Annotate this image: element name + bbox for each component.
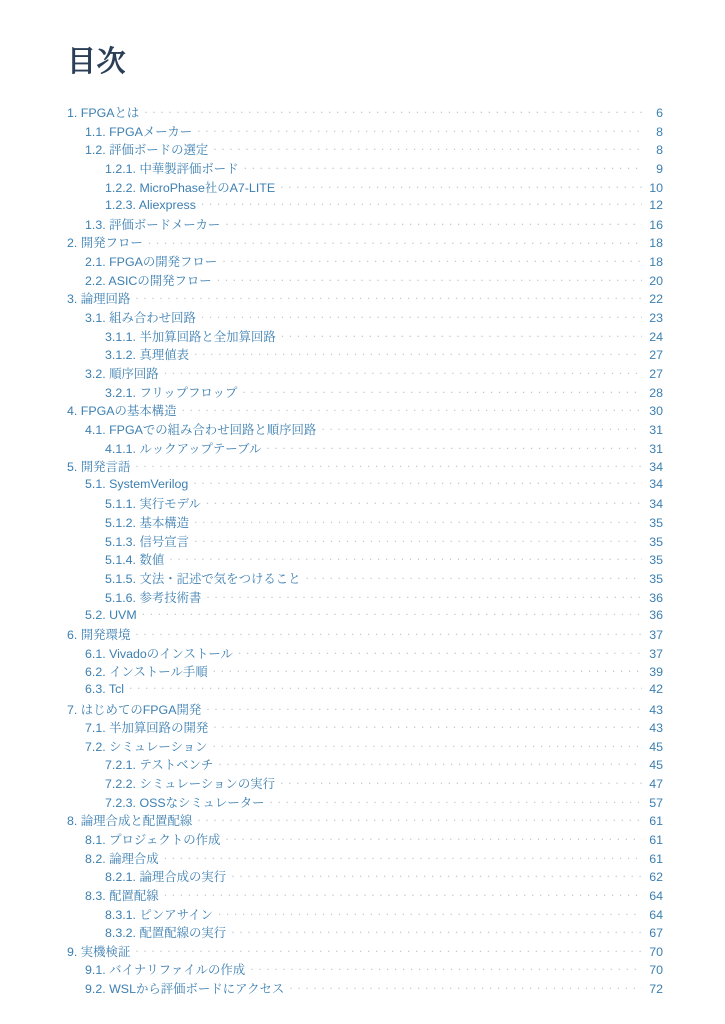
toc-entry-label: 8.1. プロジェクトの作成	[85, 832, 221, 847]
toc-entry-label: 7.2.3. OSSなシミュレーター	[105, 795, 265, 810]
toc-dot-leader	[201, 196, 642, 208]
toc-entry-page-number: 34	[649, 460, 663, 475]
toc-entry-page-number: 35	[649, 534, 663, 549]
toc-entry[interactable]	[67, 942, 663, 961]
toc-entry[interactable]	[67, 811, 663, 830]
toc-entry-label: 3. 論理回路	[67, 292, 131, 307]
toc-entry[interactable]	[85, 737, 663, 756]
toc-entry[interactable]	[105, 550, 663, 569]
toc-entry-page-number: 37	[649, 627, 663, 642]
toc-dot-leader	[218, 906, 642, 918]
toc-entry-page-number: 18	[649, 255, 663, 270]
toc-entry-page-number: 28	[649, 385, 663, 400]
toc-entry[interactable]	[105, 755, 663, 774]
toc-entry-label: 9. 実機検証	[67, 944, 131, 959]
toc-entry[interactable]	[105, 905, 663, 924]
toc-dot-leader	[164, 888, 642, 900]
toc-dot-leader	[231, 925, 642, 937]
toc-entry[interactable]	[85, 960, 663, 979]
toc-entry-page-number: 70	[649, 963, 663, 978]
toc-dot-leader	[213, 720, 642, 732]
toc-dot-leader	[169, 552, 642, 564]
toc-entry[interactable]	[67, 625, 663, 644]
toc-entry-page-number: 18	[649, 236, 663, 251]
toc-entry[interactable]	[105, 494, 663, 513]
toc-entry-page-number: 6	[656, 106, 663, 120]
toc-entry[interactable]	[85, 886, 663, 905]
toc-entry-page-number: 67	[649, 926, 663, 941]
toc-entry-page-number: 64	[649, 888, 663, 903]
toc-entry-page-number: 35	[649, 553, 663, 568]
page-title: 目次	[67, 46, 127, 78]
toc-entry[interactable]	[105, 793, 663, 812]
toc-dot-leader	[289, 981, 642, 993]
toc-dot-leader	[321, 422, 642, 434]
toc-entry-page-number: 39	[649, 665, 663, 680]
toc-entry-page-number: 10	[649, 180, 663, 195]
toc-entry-label: 3.1. 組み合わせ回路	[85, 311, 196, 326]
toc-entry[interactable]	[85, 830, 663, 849]
toc-entry[interactable]	[85, 662, 663, 681]
toc-entry-label: 6. 開発環境	[67, 627, 131, 642]
toc-dot-leader	[206, 701, 642, 713]
toc-entry-page-number: 61	[649, 814, 663, 829]
toc-dot-leader	[135, 943, 642, 955]
toc-dot-leader	[281, 328, 642, 340]
toc-entry-label: 1.2.3. Aliexpress	[105, 197, 196, 212]
toc-entry-label: 4. FPGAの基本構造	[67, 404, 177, 419]
toc-entry-page-number: 37	[649, 646, 663, 661]
toc-entry-page-number: 64	[649, 907, 663, 922]
toc-entry-label: 6.3. Tcl	[85, 682, 125, 697]
toc-entry[interactable]	[67, 401, 663, 420]
toc-dot-leader	[135, 291, 642, 303]
toc-dot-leader	[194, 533, 642, 545]
toc-entry-page-number: 9	[656, 161, 663, 176]
toc-entry[interactable]	[105, 383, 663, 402]
toc-entry[interactable]	[105, 569, 663, 588]
toc-entry[interactable]	[85, 215, 663, 234]
toc-entry[interactable]	[67, 457, 663, 476]
toc-dot-leader	[164, 850, 642, 862]
toc-entry-label: 8.3.1. ピンアサイン	[105, 907, 213, 922]
toc-entry[interactable]	[85, 849, 663, 868]
toc-entry-label: 8.3. 配置配線	[85, 888, 159, 903]
toc-entry-page-number: 43	[649, 702, 663, 717]
toc-entry[interactable]	[105, 513, 663, 532]
toc-entry-page-number: 61	[649, 851, 663, 866]
toc-entry[interactable]	[85, 979, 663, 998]
toc-entry-page-number: 35	[649, 516, 663, 531]
toc-entry-label: 3.1.1. 半加算回路と全加算回路	[105, 329, 276, 344]
toc-entry-label: 1.2.1. 中華製評価ボード	[105, 161, 239, 176]
toc-dot-leader	[242, 384, 642, 396]
toc-entry[interactable]	[85, 476, 663, 495]
toc-entry[interactable]	[105, 345, 663, 364]
toc-entry-page-number: 62	[649, 870, 663, 885]
toc-entry-label: 7.1. 半加算回路の開発	[85, 721, 209, 736]
toc-entry[interactable]	[105, 867, 663, 886]
toc-entry-page-number: 20	[649, 273, 663, 288]
toc-entry-label: 8.2. 論理合成	[85, 851, 159, 866]
toc-entry-page-number: 31	[649, 441, 663, 456]
toc-entry-page-number: 31	[649, 422, 663, 437]
toc-dot-leader	[266, 440, 642, 452]
toc-dot-leader	[280, 776, 642, 788]
toc-entry-label: 7.2.2. シミュレーションの実行	[105, 777, 275, 792]
toc-entry[interactable]	[105, 923, 663, 942]
toc-entry-page-number: 70	[649, 944, 663, 959]
toc-dot-leader	[135, 627, 642, 639]
toc-dot-leader	[197, 813, 642, 825]
toc-dot-leader	[201, 310, 642, 322]
toc-entry[interactable]	[67, 289, 663, 308]
toc-entry-label: 3.2. 順序回路	[85, 366, 159, 381]
toc-entry[interactable]	[85, 644, 663, 663]
toc-entry-page-number: 57	[649, 795, 663, 810]
toc-entry-label: 1.2. 評価ボードの選定	[85, 143, 209, 158]
toc-entry[interactable]	[85, 140, 663, 159]
toc-dot-leader	[270, 794, 643, 806]
toc-dot-leader	[213, 142, 642, 154]
toc-dot-leader	[225, 216, 642, 228]
toc-dot-leader	[206, 589, 642, 601]
toc-entry-page-number: 27	[649, 366, 663, 381]
toc-dot-leader	[280, 179, 642, 191]
toc-entry[interactable]	[105, 588, 663, 607]
toc-entry[interactable]	[67, 103, 663, 122]
toc-entry[interactable]	[105, 532, 663, 551]
toc-entry-label: 8.3.2. 配置配線の実行	[105, 926, 227, 941]
toc-dot-leader	[213, 738, 643, 750]
toc-dot-leader	[244, 161, 642, 173]
toc-entry-label: 3.1.2. 真理値表	[105, 348, 190, 363]
toc-entry-label: 4.1.1. ルックアップテーブル	[105, 441, 262, 456]
toc-entry-label: 6.2. インストール手順	[85, 665, 208, 680]
toc-entry[interactable]	[105, 327, 663, 346]
toc-entry-page-number: 72	[649, 982, 663, 997]
toc-dot-leader	[197, 123, 642, 135]
toc-entry[interactable]	[85, 252, 663, 271]
toc-entry-label: 7.2.1. テストベンチ	[105, 758, 214, 773]
toc-dot-leader	[225, 832, 642, 844]
table-of-contents-list	[0, 103, 725, 998]
toc-entry-label: 1.3. 評価ボードメーカー	[85, 217, 221, 232]
toc-dot-leader	[306, 571, 642, 583]
toc-entry-label: 5.1.5. 文法・記述で気をつけること	[105, 572, 301, 587]
toc-dot-leader	[238, 645, 642, 657]
toc-dot-leader	[194, 515, 642, 527]
toc-entry-page-number: 16	[649, 217, 663, 232]
toc-entry[interactable]	[105, 774, 663, 793]
toc-entry-label: 8.2.1. 論理合成の実行	[105, 870, 227, 885]
toc-entry-label: 5.1.6. 参考技術書	[105, 590, 202, 605]
toc-entry-label: 5.1.1. 実行モデル	[105, 497, 201, 512]
toc-entry-label: 1. FPGAとは	[67, 106, 140, 120]
toc-dot-leader	[222, 254, 642, 266]
toc-entry-page-number: 47	[649, 777, 663, 792]
toc-entry[interactable]	[67, 700, 663, 719]
toc-dot-leader	[206, 496, 642, 508]
toc-dot-leader	[250, 962, 642, 974]
toc-entry-page-number: 42	[649, 682, 663, 697]
toc-entry-page-number: 24	[649, 329, 663, 344]
toc-entry-label: 2.2. ASICの開発フロー	[85, 273, 212, 288]
toc-entry-page-number: 23	[649, 311, 663, 326]
toc-entry-label: 7. はじめてのFPGA開発	[67, 702, 202, 717]
toc-entry-page-number: 34	[649, 497, 663, 512]
toc-dot-leader	[142, 606, 642, 618]
toc-entry-label: 4.1. FPGAでの組み合わせ回路と順序回路	[85, 422, 317, 437]
toc-entry-label: 5.2. UVM	[85, 607, 137, 622]
toc-entry[interactable]	[105, 196, 663, 215]
toc-entry-page-number: 27	[649, 348, 663, 363]
toc-entry[interactable]	[85, 364, 663, 383]
toc-entry-label: 5.1.4. 数値	[105, 553, 165, 568]
toc-entry-label: 3.2.1. フリップフロップ	[105, 385, 238, 400]
toc-entry-label: 8. 論理合成と配置配線	[67, 814, 193, 829]
toc-entry[interactable]	[67, 233, 663, 252]
toc-entry[interactable]	[85, 420, 663, 439]
toc-entry-page-number: 45	[649, 758, 663, 773]
toc-entry[interactable]	[105, 178, 663, 197]
toc-entry[interactable]	[85, 681, 663, 700]
toc-entry-label: 5.1. SystemVerilog	[85, 477, 189, 492]
toc-entry-label: 5.1.3. 信号宣言	[105, 534, 190, 549]
toc-dot-leader	[144, 105, 642, 117]
toc-dot-leader	[217, 272, 642, 284]
toc-entry-page-number: 22	[649, 292, 663, 307]
toc-dot-leader	[194, 347, 642, 359]
toc-entry[interactable]	[85, 606, 663, 625]
toc-dot-leader	[181, 403, 642, 415]
toc-entry-label: 5. 開発言語	[67, 460, 131, 475]
toc-dot-leader	[193, 476, 642, 488]
toc-entry[interactable]	[85, 271, 663, 290]
toc-entry[interactable]	[85, 308, 663, 327]
toc-entry-page-number: 8	[656, 143, 663, 158]
toc-entry-label: 5.1.2. 基本構造	[105, 516, 190, 531]
toc-entry-page-number: 43	[649, 721, 663, 736]
toc-entry-page-number: 61	[649, 832, 663, 847]
toc-entry-label: 6.1. Vivadoのインストール	[85, 646, 233, 661]
toc-entry-label: 7.2. シミュレーション	[85, 739, 208, 754]
toc-dot-leader	[218, 757, 642, 769]
toc-dot-leader	[213, 664, 642, 676]
toc-entry[interactable]	[105, 159, 663, 178]
toc-dot-leader	[231, 869, 642, 881]
toc-entry-page-number: 36	[649, 607, 663, 622]
toc-entry-label: 1.1. FPGAメーカー	[85, 124, 193, 139]
toc-entry-page-number: 45	[649, 739, 663, 754]
toc-entry-page-number: 36	[649, 590, 663, 605]
toc-entry-label: 2.1. FPGAの開発フロー	[85, 255, 218, 270]
toc-entry-label: 9.2. WSLから評価ボードにアクセス	[85, 982, 285, 997]
toc-entry-page-number: 34	[649, 477, 663, 492]
toc-entry[interactable]	[105, 439, 663, 458]
toc-entry-page-number: 30	[649, 404, 663, 419]
toc-entry-page-number: 8	[656, 124, 663, 139]
toc-dot-leader	[129, 681, 642, 693]
toc-entry[interactable]	[85, 122, 663, 141]
toc-entry[interactable]	[85, 718, 663, 737]
toc-dot-leader	[164, 366, 642, 378]
toc-entry-page-number: 35	[649, 572, 663, 587]
toc-dot-leader	[135, 459, 642, 471]
toc-entry-label: 2. 開発フロー	[67, 236, 143, 251]
toc-entry-page-number: 12	[649, 197, 663, 212]
toc-entry-label: 9.1. バイナリファイルの作成	[85, 963, 246, 978]
toc-entry-label: 1.2.2. MicroPhase社のA7-LITE	[105, 180, 276, 195]
toc-dot-leader	[148, 235, 642, 247]
